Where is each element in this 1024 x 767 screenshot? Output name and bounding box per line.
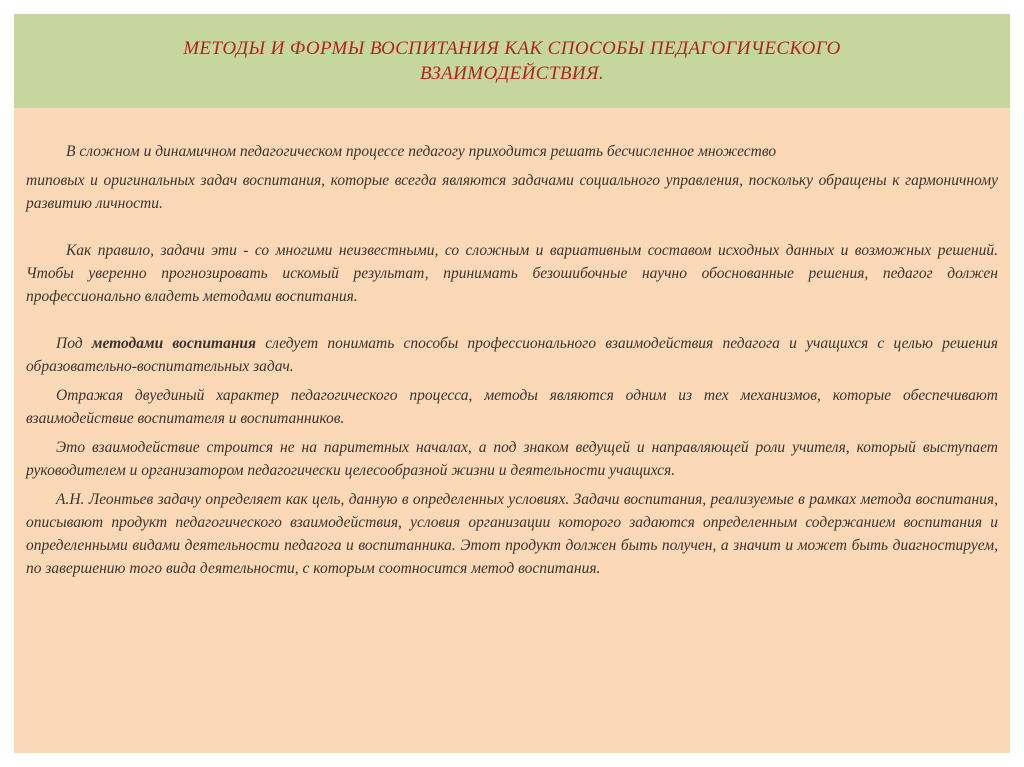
paragraph-1-line-1: В сложном и динамичном педагогическом процессе педагогу приходится решать бесчисленное множество	[66, 143, 777, 160]
slide	[14, 14, 1010, 753]
slide-title	[74, 36, 950, 86]
paragraph-4: Отражая двуединый характер педагогического процесса, методы являются одним из тех механизмов, которые обеспечивают взаимодействие воспитателя и воспитанников.	[26, 387, 998, 427]
paragraph-5: Это взаимодействие строится не на паритетных началах, а под знаком ведущей и направляющей роли учителя, который выступает руководителем и организатором педагогически целесообразной жизни и деятельности учащихся.	[26, 439, 998, 479]
slide-header	[14, 14, 1010, 108]
paragraph-gap	[26, 308, 998, 332]
paragraph-1-continued: типовых и оригинальных задач воспитания, которые всегда являются задачами социального управления, поскольку обращены к гармоничному развитию личности.	[26, 172, 998, 212]
paragraph-gap	[26, 215, 998, 239]
paragraph-3-lead: Под	[56, 335, 92, 352]
paragraph-2: Как правило, задачи эти - со многими неизвестными, со сложным и вариативным составом исходных данных и возможных решений. Чтобы уверенно прогнозировать искомый результат, принимать безошибочные научно обоснованные решения, педагог должен профессионально владеть методами воспитания.	[26, 242, 998, 305]
methods-term: методами воспитания	[91, 335, 257, 352]
paragraph-3-tail: следует понимать способы профессионального взаимодействия педагога и учащихся с целью решения образовательно-воспитательных задач.	[26, 335, 998, 375]
paragraph-3	[26, 332, 998, 378]
title-line-1: МЕТОДЫ И ФОРМЫ ВОСПИТАНИЯ КАК СПОСОБЫ ПЕДАГОГИЧЕСКОГО	[183, 38, 841, 59]
title-line-2: ВЗАИМОДЕЙСТВИЯ.	[420, 63, 604, 84]
slide-body	[26, 140, 998, 580]
paragraph-1	[26, 140, 998, 163]
paragraph-6: А.Н. Леонтьев задачу определяет как цель, данную в определенных условиях. Задачи воспитания, реализуемые в рамках метода воспитания, описывают продукт педагогического взаимодействия, условия организации которого задаются определенным содержанием воспитания и определенными видами деятельности педагога и воспитанника. Этот продукт должен быть получен, а значит и может быть диагностируем, по завершению того вида деятельности, с которым соотносится метод воспитания.	[26, 491, 998, 577]
